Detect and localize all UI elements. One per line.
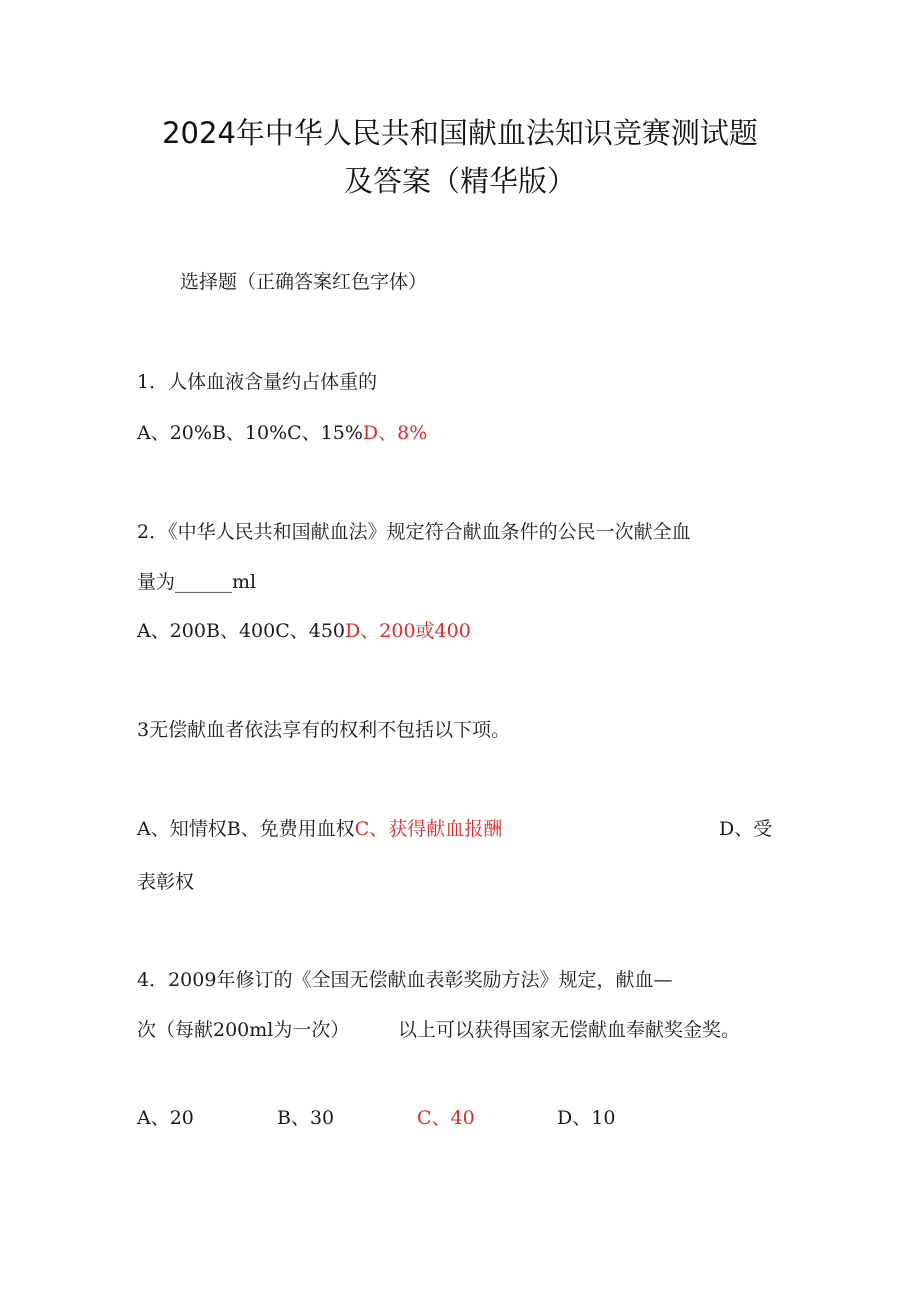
document-title-line-1: 2024年中华人民共和国献血法知识竞赛测试题 bbox=[162, 116, 758, 150]
question-3-answer: C、获得献血报酬 bbox=[354, 818, 503, 840]
question-1-answer: D、8% bbox=[362, 422, 428, 444]
question-3-option-d-part-2: 表彰权 bbox=[137, 871, 195, 893]
question-3-stem: 3无偿献血者依法享有的权利不包括以下项。 bbox=[137, 719, 511, 741]
question-2-options-text: A、200B、400C、450 bbox=[137, 620, 346, 642]
question-1-options bbox=[137, 421, 427, 445]
question-2-answer: D、200或400 bbox=[345, 620, 471, 642]
question-4-option-d: D、10 bbox=[557, 1107, 616, 1129]
question-2-stem-line-2: 量为______ml bbox=[137, 571, 257, 593]
question-4-stem-line-3: 以上可以获得国家无偿献血奉献奖金奖。 bbox=[398, 1019, 741, 1041]
question-4-answer: C、40 bbox=[417, 1107, 475, 1129]
question-4-option-b: B、30 bbox=[277, 1107, 335, 1129]
document-title-line-2: 及答案（精华版） bbox=[343, 164, 576, 198]
question-1-stem: 1．人体血液含量约占体重的 bbox=[137, 371, 378, 393]
question-3-option-d-part-1: D、受 bbox=[719, 818, 773, 840]
section-heading: 选择题（正确答案红色字体） bbox=[180, 271, 428, 293]
question-4-stem-line-1: 4．2009年修订的《全国无偿献血表彰奖励方法》规定，献血— bbox=[137, 969, 673, 991]
question-2-stem-line-1: 2．《中华人民共和国献血法》规定符合献血条件的公民一次献全血 bbox=[137, 521, 691, 543]
question-3-options bbox=[137, 817, 502, 841]
question-4-stem-line-2: 次（每献200ml为一次） bbox=[137, 1019, 350, 1041]
question-2-options bbox=[137, 619, 471, 643]
question-4-option-a: A、20 bbox=[137, 1107, 194, 1129]
question-1-options-text: A、20%B、10%C、15% bbox=[137, 422, 363, 444]
question-3-options-text: A、知情权B、免费用血权 bbox=[137, 818, 355, 840]
